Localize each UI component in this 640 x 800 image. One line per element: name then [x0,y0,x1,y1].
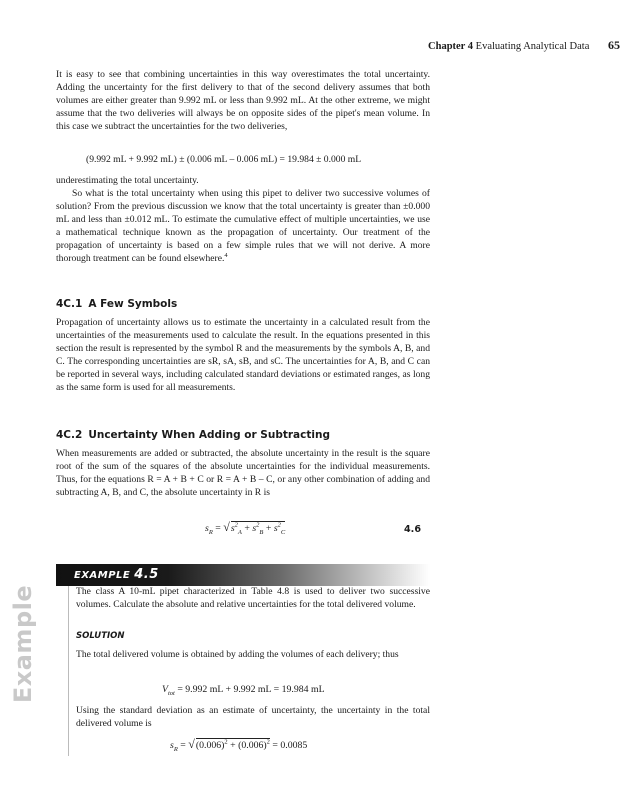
section-number: 4C.1 [56,298,83,310]
solution-paragraph-2: Using the standard deviation as an estimate of uncertainty, the uncertainty in the total delivered volume is [76,705,430,729]
example-problem: The class A 10-mL pipet characterized in Table 4.8 is used to deliver two successive volumes. Calculate the absolute and relative uncertainties for the total delivered volume. [76,586,430,610]
example-divider [68,586,69,756]
section-heading-4c1 [56,298,177,310]
chapter-title: Evaluating Analytical Data [475,41,590,52]
section-heading-4c2 [56,429,330,441]
solution-paragraph-1: The total delivered volume is obtained by adding the volumes of each delivery; thus [76,649,399,660]
example-title [74,567,159,582]
page-number: 65 [608,38,620,52]
section-title: Uncertainty When Adding or Subtracting [88,429,330,441]
vtot-equation: $V_{tot} = 9.992$ mL + 9.992 mL = 19.984 mL [162,684,325,697]
chapter-number: Chapter 4 [428,41,474,52]
sr-result-equation: $s_R = √(0.006)^2 + (0.006)^2 = 0.0085$ [170,737,308,753]
intro-paragraph-3-text: So what is the total uncertainty when using this pipet to deliver two successive volumes of solution? From the previous discussion we know that the total uncertainty is greater than ±0.000 mL and less than ±0.012 mL. To estimate the cumulative effect of multiple uncertainties, we use a mathematical technique known as the propagation of uncertainty. Our treatment of the propagation of uncertainty is based on a few simple rules that we will not derive. A more thorough treatment can be found elsewhere. [56,188,430,264]
vtot-equation-rhs: = 9.992 mL + 9.992 mL = 19.984 mL [177,684,325,695]
section-4c2-body: When measurements are added or subtracted, the absolute uncertainty in the result is the square root of the sum of the squares of the absolute uncertainties for the individual measurements. Thus, for the equations R = A + B + C or R = A + B – C, or any other combination of adding and subtracting A, B, and C, the absolute uncertainty in R is [56,448,430,498]
inline-equation: (9.992 mL + 9.992 mL) ± (0.006 mL – 0.006 mL) = 19.984 ± 0.000 mL [86,154,362,165]
example-side-word: Example [9,584,38,704]
running-head [428,38,620,53]
intro-paragraph-3 [56,187,430,265]
solution-label: SOLUTION [76,631,125,641]
example-number: 4.5 [134,567,159,582]
footnote-ref: 4 [224,251,228,259]
equation-number: 4.6 [404,524,421,535]
section-4c1-body: Propagation of uncertainty allows us to estimate the uncertainty in a calculated result from the uncertainties of the measurements used to calculate the result. In the equations presented in this section the result is represented by the symbol R and the measurements by the symbols A, B, and C. The corresponding uncertainties are sR, sA, sB, and sC. The uncertainties for A, B, and C can be reported in several ways, including calculated standard deviations or estimated ranges, as long as the same form is used for all measurements. [56,317,430,393]
intro-paragraph-2: underestimating the total uncertainty. [56,175,199,186]
example-label: EXAMPLE [74,570,131,581]
intro-paragraph-1: It is easy to see that combining uncertainties in this way overestimates the total uncertainty. Adding the uncertainty for the first delivery to that of the second delivery assumes that both volumes are either greater than 9.992 mL or less than 9.992 mL. At the other extreme, we might assume that the two deliveries will always be on opposite sides of the pipet's mean volume. In this case we subtract the uncertainties for the two deliveries, [56,69,430,132]
section-title: A Few Symbols [88,298,178,310]
sr-result-value: = 0.0085 [272,740,308,751]
section-number: 4C.2 [56,429,83,441]
example-side-tab [9,568,58,758]
equation-4-6: $s_R = √s^2_A + s^2_B + s^2_C$ [205,520,286,536]
